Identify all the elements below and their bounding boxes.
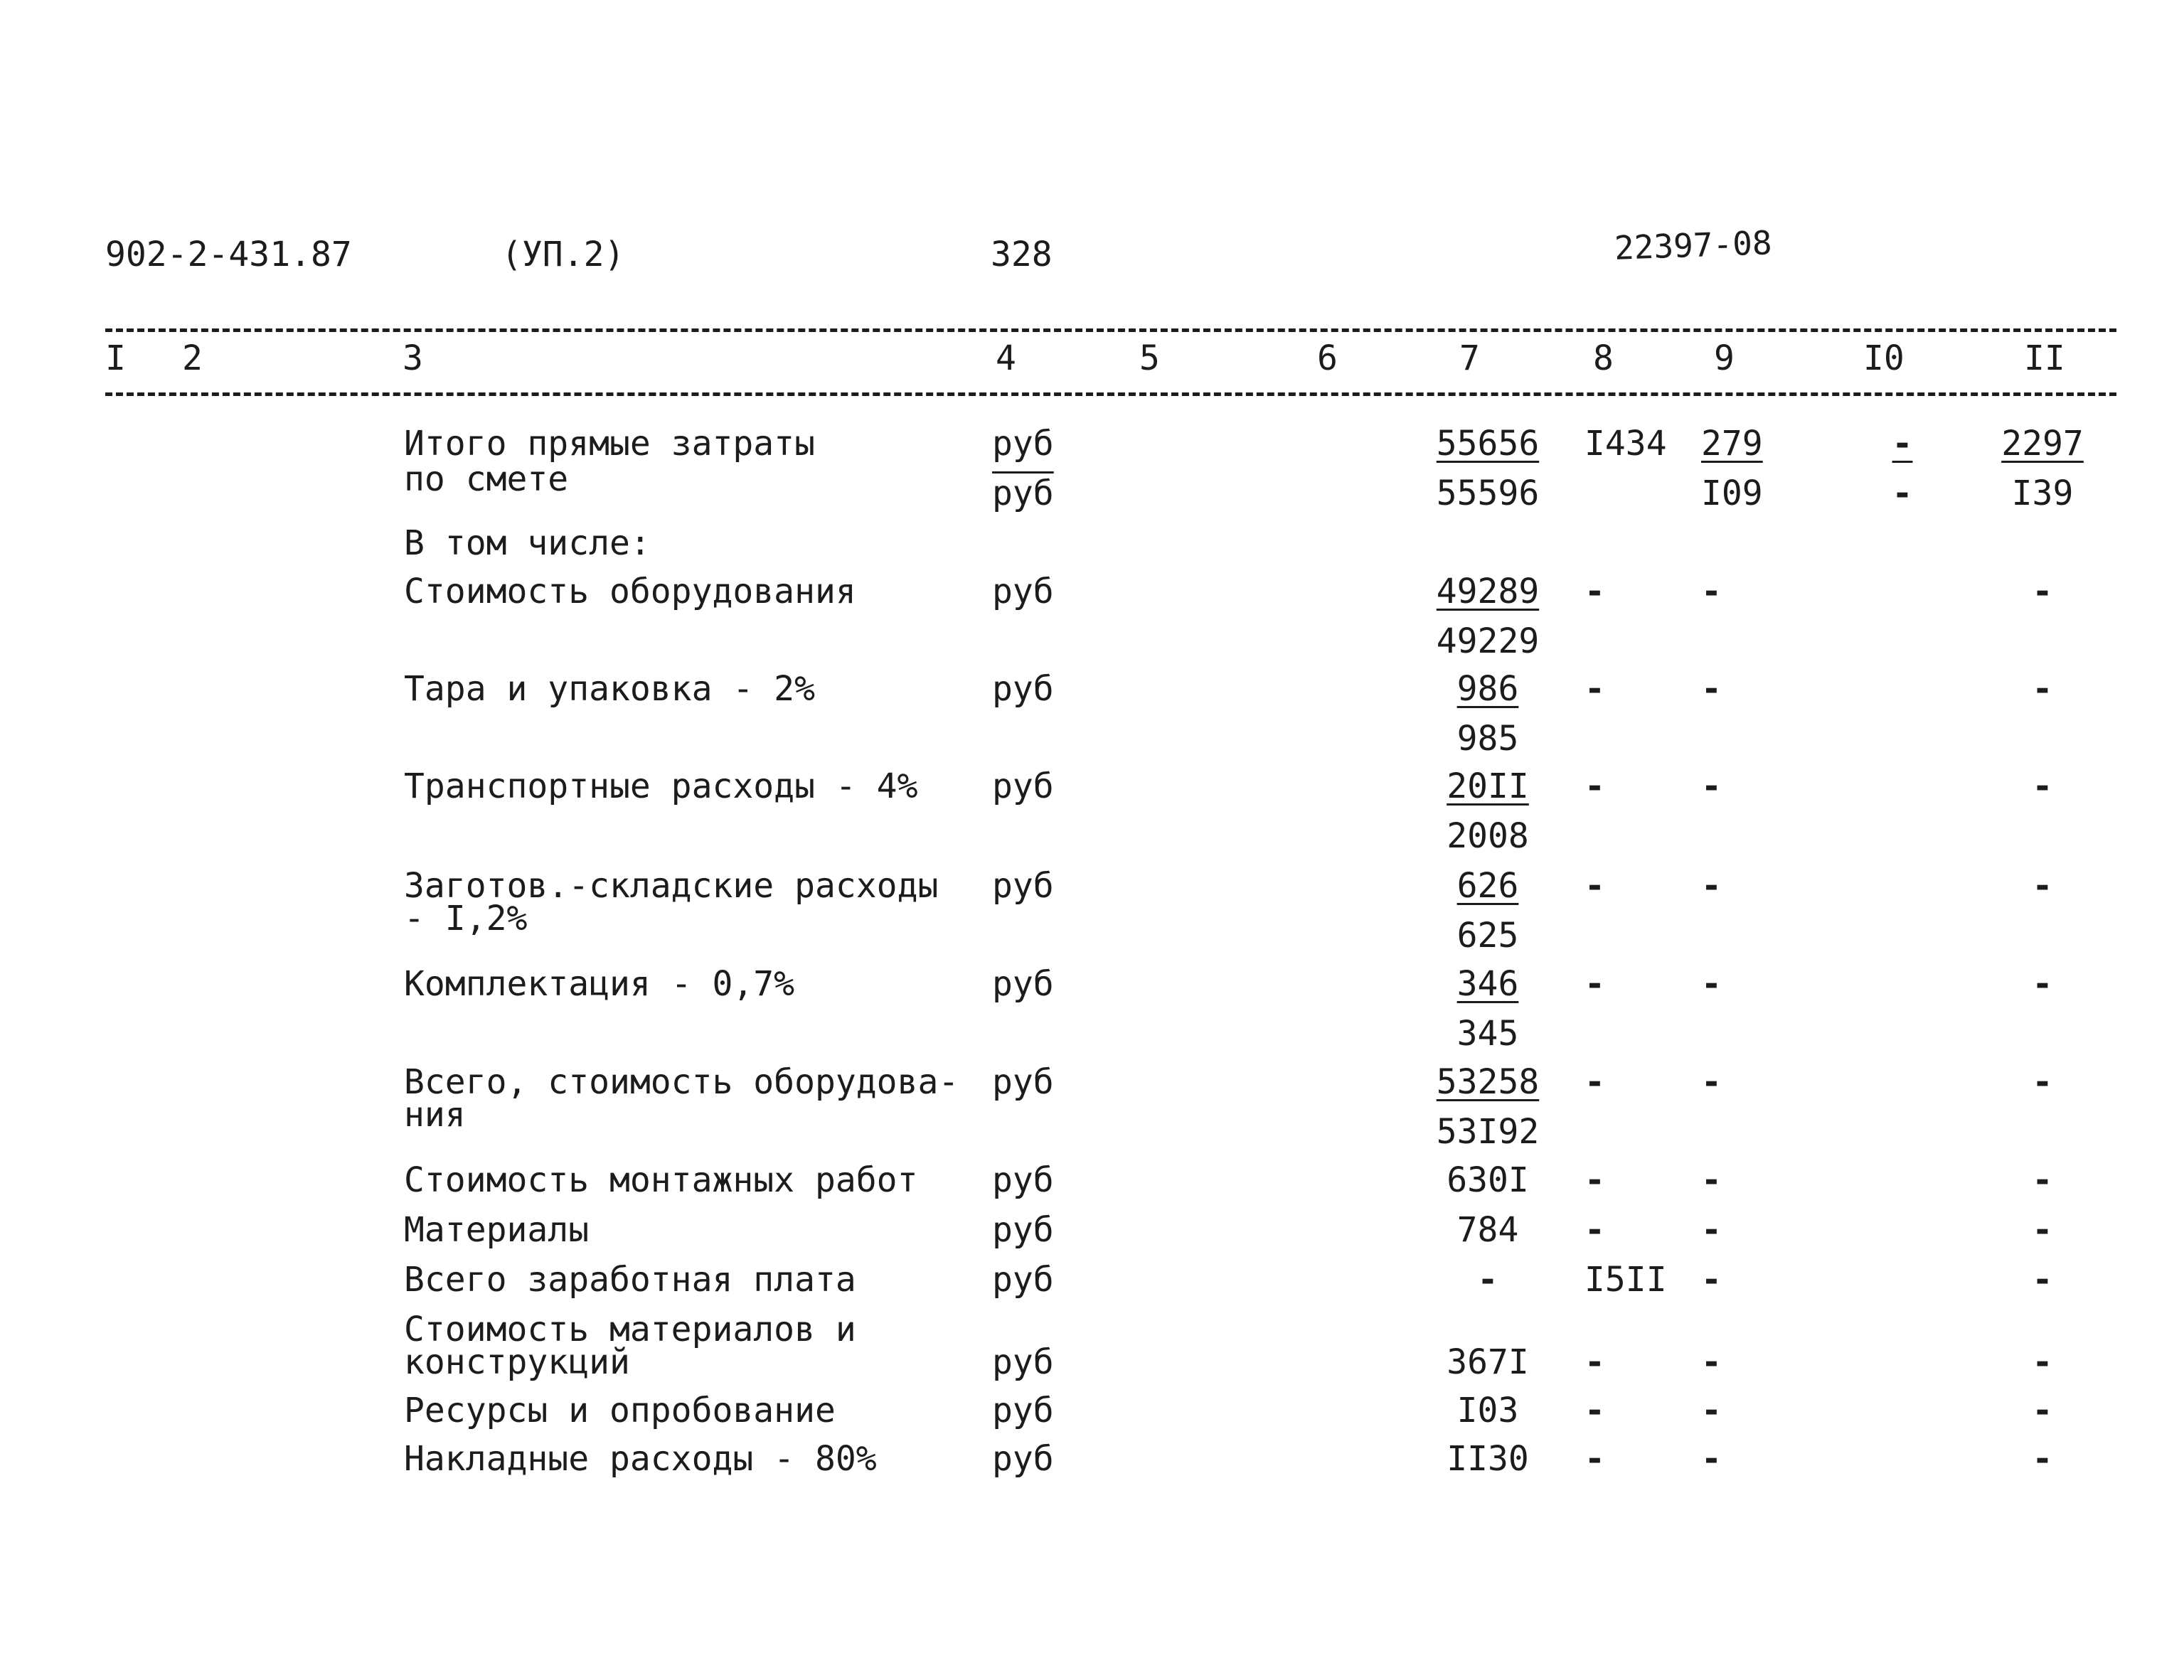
column-number-7: 7	[1459, 338, 1480, 378]
col11-value: -	[2032, 964, 2053, 1004]
col11-value: -	[2032, 1260, 2053, 1300]
col7-value-upper: 346	[1456, 964, 1519, 1004]
col11-value: -	[2032, 1342, 2053, 1382]
col9-value: -	[1701, 1391, 1722, 1430]
row-label: Накладные расходы - 80%	[404, 1439, 877, 1479]
col9-value: -	[1701, 866, 1722, 906]
col7-value-lower: 2008	[1447, 816, 1529, 856]
unit-cell: руб	[992, 1062, 1054, 1102]
row-label: Всего заработная плата	[404, 1260, 856, 1300]
col7-value-lower: 345	[1456, 1014, 1519, 1054]
col7-value-upper: 626	[1456, 866, 1519, 906]
col9-value: -	[1701, 1210, 1722, 1250]
col9-value: -	[1701, 1160, 1722, 1200]
row-label: Всего, стоимость оборудова-	[404, 1062, 959, 1102]
row-label: Материалы	[404, 1210, 590, 1250]
col11-value-upper: 2297	[2001, 424, 2084, 464]
unit-cell: руб	[992, 1391, 1054, 1430]
col11-value: -	[2032, 1439, 2053, 1479]
row-label-continued: ния	[404, 1095, 466, 1135]
album-label: (УП.2)	[501, 235, 625, 274]
col9-value: -	[1701, 1260, 1722, 1300]
unit-cell: руб	[992, 669, 1054, 709]
column-number-8: 8	[1593, 338, 1614, 378]
column-number-6: 6	[1317, 338, 1338, 378]
col10-value-upper: -	[1892, 424, 1913, 464]
col7-value-lower: 49229	[1436, 621, 1540, 661]
column-number-10: I0	[1863, 338, 1905, 378]
row-label: Тара и упаковка - 2%	[404, 669, 815, 709]
col11-value: -	[2032, 1160, 2053, 1200]
col8-value: -	[1584, 1062, 1605, 1102]
unit-cell: руб	[992, 1160, 1054, 1200]
row-label-continued: - I,2%	[404, 899, 528, 938]
col9-value: -	[1701, 1439, 1722, 1479]
col7-value: 367I	[1447, 1342, 1529, 1382]
row-label: Заготов.-складские расходы	[404, 866, 939, 906]
header-top-rule	[105, 328, 2116, 332]
col8-value: -	[1584, 572, 1605, 611]
inventory-stamp: 22397-08	[1614, 223, 1773, 267]
col11-value: -	[2032, 669, 2053, 709]
row-label: Стоимость монтажных работ	[404, 1160, 918, 1200]
col11-value: -	[2032, 866, 2053, 906]
page-number: 328	[991, 235, 1053, 274]
col10-value-lower: -	[1892, 473, 1913, 513]
col8-value: -	[1584, 1342, 1605, 1382]
col7-value: 630I	[1447, 1160, 1529, 1200]
unit-cell: руб	[992, 1260, 1054, 1300]
col8-value: I5II	[1584, 1260, 1667, 1300]
col8-value: -	[1584, 1391, 1605, 1430]
col11-value-lower: I39	[2011, 473, 2074, 513]
col8-value: -	[1584, 964, 1605, 1004]
col9-value: -	[1701, 964, 1722, 1004]
col8-value: -	[1584, 866, 1605, 906]
row-label-continued: по смете	[404, 459, 569, 499]
unit-cell: руб	[992, 766, 1054, 806]
row-label: В том числе:	[404, 523, 651, 563]
unit-cell: руб	[992, 1439, 1054, 1479]
col11-value: -	[2032, 766, 2053, 806]
col7-value-lower: 625	[1456, 916, 1519, 956]
column-number-1: I	[105, 338, 126, 378]
unit-cell: руб	[992, 1342, 1054, 1382]
column-number-5: 5	[1139, 338, 1160, 378]
col11-value: -	[2032, 1391, 2053, 1430]
unit-cell-lower: руб	[992, 473, 1054, 513]
col11-value: -	[2032, 1062, 2053, 1102]
col11-value: -	[2032, 1210, 2053, 1250]
row-label: Итого прямые затраты	[404, 424, 815, 464]
col7-value-upper: 55656	[1436, 424, 1540, 464]
col8-value: -	[1584, 766, 1605, 806]
col7-value-upper: 20II	[1447, 766, 1529, 806]
col7-value: 784	[1456, 1210, 1519, 1250]
col7-value-upper: 49289	[1436, 572, 1540, 611]
row-label-continued: конструкций	[404, 1342, 630, 1382]
unit-cell: руб	[992, 866, 1054, 906]
row-label: Стоимость материалов и	[404, 1310, 856, 1349]
row-label: Стоимость оборудования	[404, 572, 856, 611]
col9-value-upper: 279	[1701, 424, 1763, 464]
unit-cell: руб	[992, 572, 1054, 611]
row-label: Транспортные расходы - 4%	[404, 766, 918, 806]
col9-value: -	[1701, 1342, 1722, 1382]
col9-value: -	[1701, 669, 1722, 709]
col9-value-lower: I09	[1701, 473, 1763, 513]
unit-cell: руб	[992, 424, 1054, 464]
col7-value: II30	[1447, 1439, 1529, 1479]
col7-value-upper: 986	[1456, 669, 1519, 709]
column-number-4: 4	[996, 338, 1016, 378]
col7-value-lower: 53I92	[1436, 1112, 1540, 1152]
col7-value: -	[1477, 1260, 1498, 1300]
col7-value-lower: 55596	[1436, 473, 1540, 513]
col8-value: -	[1584, 1210, 1605, 1250]
column-number-2: 2	[182, 338, 203, 378]
column-number-3: 3	[403, 338, 423, 378]
column-number-9: 9	[1714, 338, 1735, 378]
col7-value-lower: 985	[1456, 719, 1519, 759]
col11-value: -	[2032, 572, 2053, 611]
document-code: 902-2-431.87	[105, 235, 352, 274]
col9-value: -	[1701, 766, 1722, 806]
row-label: Комплектация - 0,7%	[404, 964, 795, 1004]
row-label: Ресурсы и опробование	[404, 1391, 836, 1430]
col9-value: -	[1701, 1062, 1722, 1102]
col8-value: -	[1584, 669, 1605, 709]
col8-value: -	[1584, 1439, 1605, 1479]
column-number-11: II	[2024, 338, 2065, 378]
col9-value: -	[1701, 572, 1722, 611]
unit-cell: руб	[992, 1210, 1054, 1250]
col7-value-upper: 53258	[1436, 1062, 1540, 1102]
col8-value: -	[1584, 1160, 1605, 1200]
header-bottom-rule	[105, 392, 2116, 396]
unit-cell: руб	[992, 964, 1054, 1004]
col8-value: I434	[1584, 424, 1667, 464]
col7-value: I03	[1456, 1391, 1519, 1430]
